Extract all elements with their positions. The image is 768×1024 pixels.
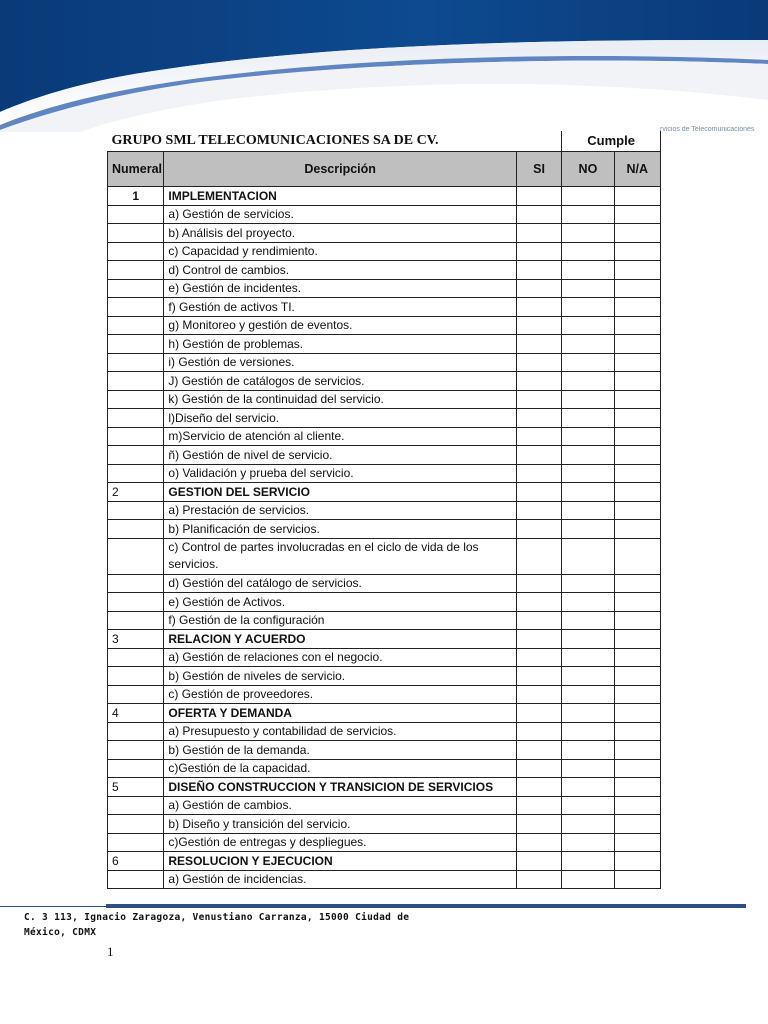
checklist-row [108, 870, 661, 889]
checklist-row [108, 390, 661, 409]
row-numeral [108, 593, 164, 612]
checklist-row [108, 353, 661, 372]
checkbox-cell-na[interactable] [614, 593, 660, 612]
checkbox-cell-no[interactable] [562, 593, 614, 612]
checkbox-cell-no[interactable] [562, 704, 614, 723]
section-row [108, 187, 661, 206]
checkbox-cell-si[interactable] [516, 316, 561, 335]
row-numeral [108, 464, 164, 483]
checkbox-cell-no[interactable] [562, 316, 614, 335]
row-numeral [108, 427, 164, 446]
checklist-row [108, 667, 661, 686]
checkbox-cell-na[interactable] [614, 870, 660, 889]
checkbox-cell-na[interactable] [614, 833, 660, 852]
checkbox-cell-no[interactable] [562, 242, 614, 261]
checklist-row [108, 279, 661, 298]
checkbox-cell-na[interactable] [614, 796, 660, 815]
checklist-row [108, 409, 661, 428]
checkbox-cell-si[interactable] [516, 390, 561, 409]
row-numeral [108, 722, 164, 741]
checkbox-cell-na[interactable] [614, 279, 660, 298]
row-description: a) Gestión de cambios. [164, 796, 517, 815]
checkbox-cell-no[interactable] [562, 261, 614, 280]
checkbox-cell-na[interactable] [614, 648, 660, 667]
checkbox-cell-si[interactable] [516, 741, 561, 760]
checkbox-cell-si[interactable] [516, 298, 561, 317]
section-title: RELACION Y ACUERDO [164, 630, 517, 649]
checkbox-cell-no[interactable] [562, 648, 614, 667]
checkbox-cell-na[interactable] [614, 316, 660, 335]
row-description: a) Presupuesto y contabilidad de servicios. [164, 722, 517, 741]
checkbox-cell-na[interactable] [614, 685, 660, 704]
checkbox-cell-no[interactable] [562, 815, 614, 834]
row-numeral [108, 205, 164, 224]
row-description: b) Gestión de la demanda. [164, 741, 517, 760]
checkbox-cell-si[interactable] [516, 353, 561, 372]
checkbox-cell-si[interactable] [516, 778, 561, 797]
checkbox-cell-no[interactable] [562, 483, 614, 502]
checkbox-cell-no[interactable] [562, 372, 614, 391]
checkbox-cell-si[interactable] [516, 520, 561, 539]
row-numeral: 6 [108, 852, 164, 871]
row-description: a) Gestión de incidencias. [164, 870, 517, 889]
checkbox-cell-na[interactable] [614, 778, 660, 797]
checkbox-cell-na[interactable] [614, 464, 660, 483]
checklist-row [108, 224, 661, 243]
checkbox-cell-na[interactable] [614, 242, 660, 261]
row-description: a) Gestión de servicios. [164, 205, 517, 224]
row-description: d) Control de cambios. [164, 261, 517, 280]
checklist-row [108, 611, 661, 630]
section-row [108, 852, 661, 871]
checkbox-cell-no[interactable] [562, 187, 614, 206]
row-numeral: 5 [108, 778, 164, 797]
checkbox-cell-no[interactable] [562, 796, 614, 815]
no-header: NO [562, 152, 614, 187]
row-numeral [108, 446, 164, 465]
checkbox-cell-si[interactable] [516, 446, 561, 465]
checkbox-cell-na[interactable] [614, 483, 660, 502]
checkbox-cell-na[interactable] [614, 390, 660, 409]
section-row [108, 630, 661, 649]
checkbox-cell-no[interactable] [562, 722, 614, 741]
row-numeral [108, 741, 164, 760]
checkbox-cell-no[interactable] [562, 538, 614, 574]
checkbox-cell-na[interactable] [614, 574, 660, 593]
numeral-header: Numeral [108, 152, 164, 187]
row-numeral [108, 759, 164, 778]
checkbox-cell-si[interactable] [516, 648, 561, 667]
checkbox-cell-no[interactable] [562, 630, 614, 649]
row-description: m)Servicio de atención al cliente. [164, 427, 517, 446]
checklist-row [108, 464, 661, 483]
checkbox-cell-na[interactable] [614, 427, 660, 446]
row-description: a) Gestión de relaciones con el negocio. [164, 648, 517, 667]
row-numeral [108, 224, 164, 243]
row-description: b) Planificación de servicios. [164, 520, 517, 539]
section-row [108, 778, 661, 797]
checkbox-cell-si[interactable] [516, 372, 561, 391]
checklist-row [108, 501, 661, 520]
checklist-row [108, 538, 661, 574]
checklist-row [108, 261, 661, 280]
row-description: f) Gestión de la configuración [164, 611, 517, 630]
checkbox-cell-no[interactable] [562, 353, 614, 372]
checkbox-cell-no[interactable] [562, 741, 614, 760]
row-description: a) Prestación de servicios. [164, 501, 517, 520]
footer-rule [106, 904, 746, 908]
row-numeral [108, 870, 164, 889]
footer-rule-left [0, 906, 106, 907]
checkbox-cell-no[interactable] [562, 205, 614, 224]
row-description: h) Gestión de problemas. [164, 335, 517, 354]
checkbox-cell-si[interactable] [516, 242, 561, 261]
checkbox-cell-na[interactable] [614, 409, 660, 428]
checkbox-cell-no[interactable] [562, 685, 614, 704]
checkbox-cell-no[interactable] [562, 778, 614, 797]
row-description: J) Gestión de catálogos de servicios. [164, 372, 517, 391]
checklist-row [108, 574, 661, 593]
row-description: b) Diseño y transición del servicio. [164, 815, 517, 834]
row-description: d) Gestión del catálogo de servicios. [164, 574, 517, 593]
checkbox-cell-na[interactable] [614, 852, 660, 871]
row-numeral [108, 409, 164, 428]
checkbox-cell-na[interactable] [614, 630, 660, 649]
checkbox-cell-si[interactable] [516, 815, 561, 834]
section-title: OFERTA Y DEMANDA [164, 704, 517, 723]
row-description: c) Gestión de proveedores. [164, 685, 517, 704]
checkbox-cell-na[interactable] [614, 759, 660, 778]
row-numeral [108, 574, 164, 593]
section-title: RESOLUCION Y EJECUCION [164, 852, 517, 871]
checkbox-cell-no[interactable] [562, 759, 614, 778]
checkbox-cell-na[interactable] [614, 611, 660, 630]
checklist-row [108, 759, 661, 778]
column-header-row [108, 152, 661, 187]
checkbox-cell-si[interactable] [516, 538, 561, 574]
row-numeral [108, 685, 164, 704]
checklist-row [108, 833, 661, 852]
checkbox-cell-si[interactable] [516, 335, 561, 354]
checkbox-cell-no[interactable] [562, 427, 614, 446]
row-numeral [108, 335, 164, 354]
checklist-row [108, 335, 661, 354]
row-description: g) Monitoreo y gestión de eventos. [164, 316, 517, 335]
checklist-row [108, 796, 661, 815]
checklist-row [108, 298, 661, 317]
checkbox-cell-si[interactable] [516, 279, 561, 298]
checkbox-cell-no[interactable] [562, 833, 614, 852]
row-description: f) Gestión de activos TI. [164, 298, 517, 317]
section-title: DISEÑO CONSTRUCCION Y TRANSICION DE SERVICIOS [164, 778, 517, 797]
row-numeral [108, 815, 164, 834]
checklist-table [107, 131, 661, 889]
checkbox-cell-no[interactable] [562, 335, 614, 354]
checkbox-cell-si[interactable] [516, 409, 561, 428]
banner-graphic [0, 0, 768, 135]
checkbox-cell-no[interactable] [562, 852, 614, 871]
row-numeral [108, 316, 164, 335]
row-numeral [108, 538, 164, 574]
checkbox-cell-si[interactable] [516, 870, 561, 889]
si-header: SI [516, 152, 561, 187]
checkbox-cell-no[interactable] [562, 870, 614, 889]
row-numeral: 4 [108, 704, 164, 723]
checkbox-cell-na[interactable] [614, 335, 660, 354]
checkbox-cell-na[interactable] [614, 224, 660, 243]
row-description: e) Gestión de incidentes. [164, 279, 517, 298]
row-numeral: 3 [108, 630, 164, 649]
checklist-row [108, 648, 661, 667]
checkbox-cell-si[interactable] [516, 464, 561, 483]
checkbox-cell-si[interactable] [516, 685, 561, 704]
checkbox-cell-si[interactable] [516, 224, 561, 243]
company-name: GRUPO SML TELECOMUNICACIONES SA DE CV. [108, 131, 562, 152]
row-numeral [108, 372, 164, 391]
checklist-row [108, 741, 661, 760]
row-numeral [108, 242, 164, 261]
checkbox-cell-no[interactable] [562, 611, 614, 630]
row-numeral [108, 796, 164, 815]
checkbox-cell-no[interactable] [562, 464, 614, 483]
checklist-row [108, 427, 661, 446]
checkbox-cell-no[interactable] [562, 298, 614, 317]
row-description: k) Gestión de la continuidad del servicio. [164, 390, 517, 409]
address-line-2: México, CDMX [24, 927, 97, 938]
checklist-row [108, 372, 661, 391]
checklist-row [108, 722, 661, 741]
checkbox-cell-na[interactable] [614, 372, 660, 391]
page-number: 1 [107, 944, 114, 959]
description-header: Descripción [164, 152, 517, 187]
row-description: i) Gestión de versiones. [164, 353, 517, 372]
row-description: c) Capacidad y rendimiento. [164, 242, 517, 261]
checkbox-cell-si[interactable] [516, 261, 561, 280]
checkbox-cell-no[interactable] [562, 409, 614, 428]
row-description: l)Diseño del servicio. [164, 409, 517, 428]
checkbox-cell-na[interactable] [614, 538, 660, 574]
header-banner [0, 0, 768, 135]
row-numeral [108, 390, 164, 409]
checkbox-cell-na[interactable] [614, 741, 660, 760]
row-numeral: 1 [108, 187, 164, 206]
checkbox-cell-na[interactable] [614, 446, 660, 465]
checkbox-cell-no[interactable] [562, 279, 614, 298]
checkbox-cell-no[interactable] [562, 520, 614, 539]
checklist-row [108, 205, 661, 224]
row-description: ñ) Gestión de nivel de servicio. [164, 446, 517, 465]
checkbox-cell-si[interactable] [516, 187, 561, 206]
row-numeral [108, 611, 164, 630]
checkbox-cell-no[interactable] [562, 667, 614, 686]
checkbox-cell-si[interactable] [516, 852, 561, 871]
checkbox-cell-no[interactable] [562, 446, 614, 465]
checkbox-cell-na[interactable] [614, 205, 660, 224]
section-row [108, 704, 661, 723]
checkbox-cell-no[interactable] [562, 574, 614, 593]
checkbox-cell-na[interactable] [614, 722, 660, 741]
checkbox-cell-no[interactable] [562, 224, 614, 243]
checkbox-cell-si[interactable] [516, 796, 561, 815]
address-line-1: C. 3 113, Ignacio Zaragoza, Venustiano Carranza, 15000 Ciudad de [24, 912, 410, 923]
checkbox-cell-na[interactable] [614, 298, 660, 317]
row-description: b) Gestión de niveles de servicio. [164, 667, 517, 686]
row-description: c) Control de partes involucradas en el ciclo de vida de los servicios. [164, 538, 517, 574]
checkbox-cell-si[interactable] [516, 427, 561, 446]
checkbox-cell-si[interactable] [516, 501, 561, 520]
checkbox-cell-na[interactable] [614, 501, 660, 520]
section-title: IMPLEMENTACION [164, 187, 517, 206]
row-numeral [108, 279, 164, 298]
checkbox-cell-na[interactable] [614, 520, 660, 539]
checkbox-cell-si[interactable] [516, 704, 561, 723]
checkbox-cell-si[interactable] [516, 630, 561, 649]
row-numeral [108, 353, 164, 372]
checkbox-cell-si[interactable] [516, 722, 561, 741]
checkbox-cell-si[interactable] [516, 833, 561, 852]
row-numeral [108, 501, 164, 520]
table-title-row [108, 131, 661, 152]
row-numeral [108, 298, 164, 317]
checkbox-cell-si[interactable] [516, 205, 561, 224]
checklist-row [108, 520, 661, 539]
row-description: b) Análisis del proyecto. [164, 224, 517, 243]
checkbox-cell-si[interactable] [516, 667, 561, 686]
row-description: c)Gestión de la capacidad. [164, 759, 517, 778]
checklist-row [108, 685, 661, 704]
header-tagline: rvicios de Telecomunicaciones [660, 126, 755, 133]
checkbox-cell-na[interactable] [614, 704, 660, 723]
section-row [108, 483, 661, 502]
checklist-row [108, 593, 661, 612]
row-numeral: 2 [108, 483, 164, 502]
cumple-header: Cumple [562, 131, 661, 152]
checkbox-cell-si[interactable] [516, 759, 561, 778]
checkbox-cell-si[interactable] [516, 611, 561, 630]
checklist-row [108, 242, 661, 261]
row-description: o) Validación y prueba del servicio. [164, 464, 517, 483]
section-title: GESTION DEL SERVICIO [164, 483, 517, 502]
checkbox-cell-si[interactable] [516, 593, 561, 612]
checkbox-cell-si[interactable] [516, 574, 561, 593]
checklist-row [108, 815, 661, 834]
row-numeral [108, 667, 164, 686]
checklist-row [108, 316, 661, 335]
na-header: N/A [614, 152, 660, 187]
row-description: c)Gestión de entregas y despliegues. [164, 833, 517, 852]
checkbox-cell-na[interactable] [614, 261, 660, 280]
checklist-row [108, 446, 661, 465]
row-numeral [108, 261, 164, 280]
checkbox-cell-na[interactable] [614, 187, 660, 206]
checkbox-cell-na[interactable] [614, 667, 660, 686]
row-numeral [108, 833, 164, 852]
footer-address [24, 910, 424, 940]
checkbox-cell-na[interactable] [614, 353, 660, 372]
checkbox-cell-no[interactable] [562, 390, 614, 409]
row-description: e) Gestión de Activos. [164, 593, 517, 612]
checkbox-cell-no[interactable] [562, 501, 614, 520]
checkbox-cell-na[interactable] [614, 815, 660, 834]
checkbox-cell-si[interactable] [516, 483, 561, 502]
row-numeral [108, 648, 164, 667]
row-numeral [108, 520, 164, 539]
